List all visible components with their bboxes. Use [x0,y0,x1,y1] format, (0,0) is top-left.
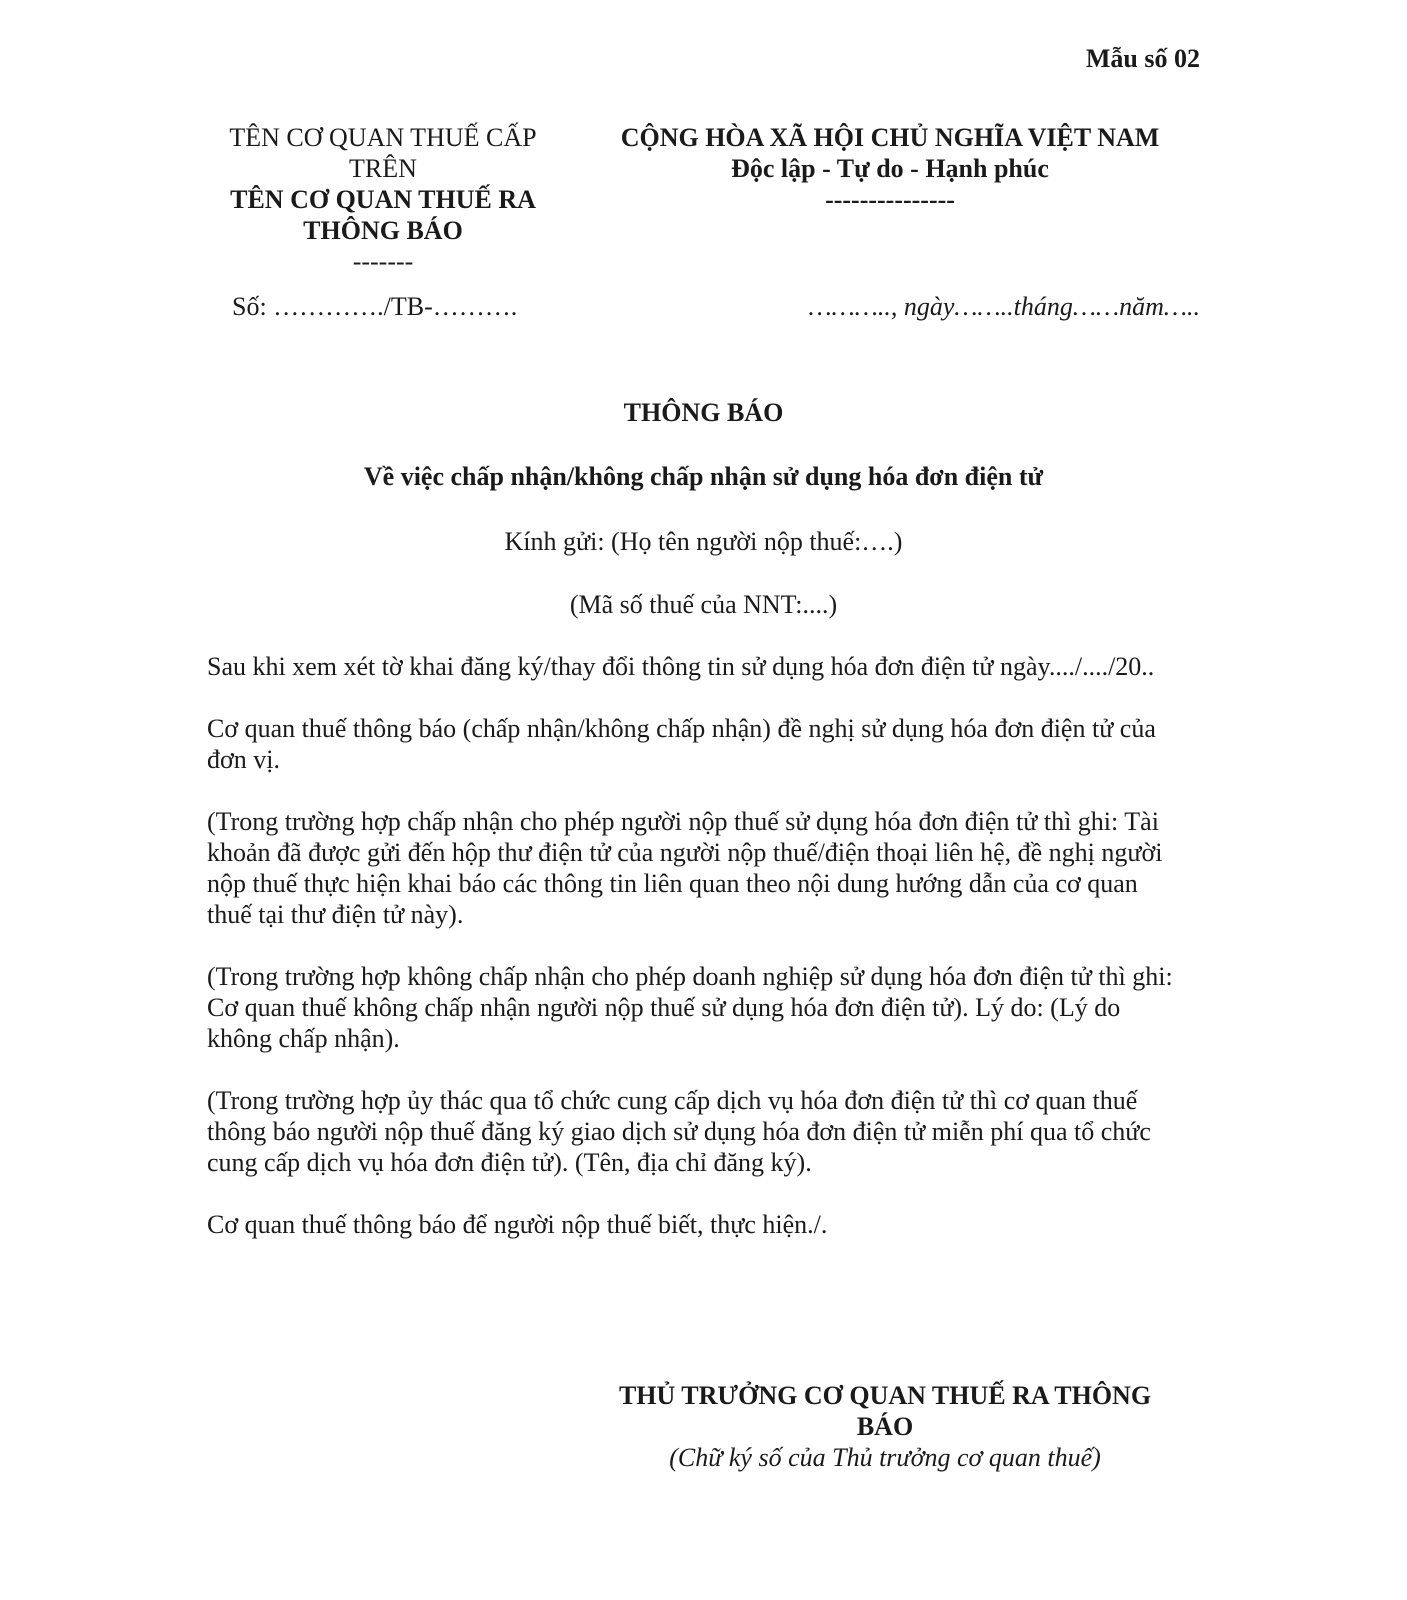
national-separator: --------------- [825,185,955,214]
document-subject: Về việc chấp nhận/không chấp nhận sử dụng hóa đơn điện tử [363,462,1044,491]
signature-note: (Chữ ký số của Thủ trưởng cơ quan thuế) [669,1443,1101,1472]
body-paragraph: Sau khi xem xét tờ khai đăng ký/thay đổi thông tin sử dụng hóa đơn điện tử ngày..../..../20.. [207,652,1155,681]
agency-header [210,122,556,277]
nation-name: CỘNG HÒA XÃ HỘI CHỦ NGHĨA VIỆT NAM [620,123,1160,152]
signatory-title: THỦ TRƯỞNG CƠ QUAN THUẾ RA THÔNG BÁO [618,1381,1152,1441]
signature-block [605,1380,1165,1473]
body-paragraph: Cơ quan thuế thông báo để người nộp thuế biết, thực hiện./. [207,1210,828,1239]
superior-agency: TÊN CƠ QUAN THUẾ CẤP TRÊN [229,123,537,183]
national-motto: Độc lập - Tự do - Hạnh phúc [731,154,1049,183]
body-paragraph: (Trong trường hợp không chấp nhận cho phép doanh nghiệp sử dụng hóa đơn điện tử thì ghi: Cơ quan thuế không chấp nhận người nộp thuế sử dụng hóa đơn điện tử). Lý do: (Lý do không chấp nhận). [207,962,1173,1053]
document-number: Số: …………./TB-………. [232,292,518,321]
national-header [580,122,1200,215]
form-number: Mẫu số 02 [1085,44,1200,73]
place-date: ……….., ngày……..tháng……năm….. [808,292,1200,321]
body-paragraph: (Trong trường hợp chấp nhận cho phép người nộp thuế sử dụng hóa đơn điện tử thì ghi: Tài khoản đã được gửi đến hộp thư điện tử của người nộp thuế/điện thoại liên hệ, đề nghị người nộp thuế thực hiện khai báo các thông tin liên quan theo nội dung hướng dẫn của cơ quan thuế tại thư điện tử này). [207,807,1163,929]
document-title: THÔNG BÁO [623,398,784,427]
agency-separator: ------- [352,247,414,276]
recipient-tax-code: (Mã số thuế của NNT:....) [569,590,838,619]
issuing-agency: TÊN CƠ QUAN THUẾ RA THÔNG BÁO [230,185,536,245]
recipient-name: Kính gửi: (Họ tên người nộp thuế:….) [504,527,903,556]
body-paragraph: (Trong trường hợp ủy thác qua tổ chức cung cấp dịch vụ hóa đơn điện tử thì cơ quan thuế thông báo người nộp thuế đăng ký giao dịch sử dụng hóa đơn điện tử miễn phí qua tổ chức cung cấp dịch vụ hóa đơn điện tử). (Tên, địa chỉ đăng ký). [207,1086,1151,1177]
document-body [207,651,1187,1271]
body-paragraph: Cơ quan thuế thông báo (chấp nhận/không chấp nhận) đề nghị sử dụng hóa đơn điện tử của đơn vị. [207,714,1156,774]
